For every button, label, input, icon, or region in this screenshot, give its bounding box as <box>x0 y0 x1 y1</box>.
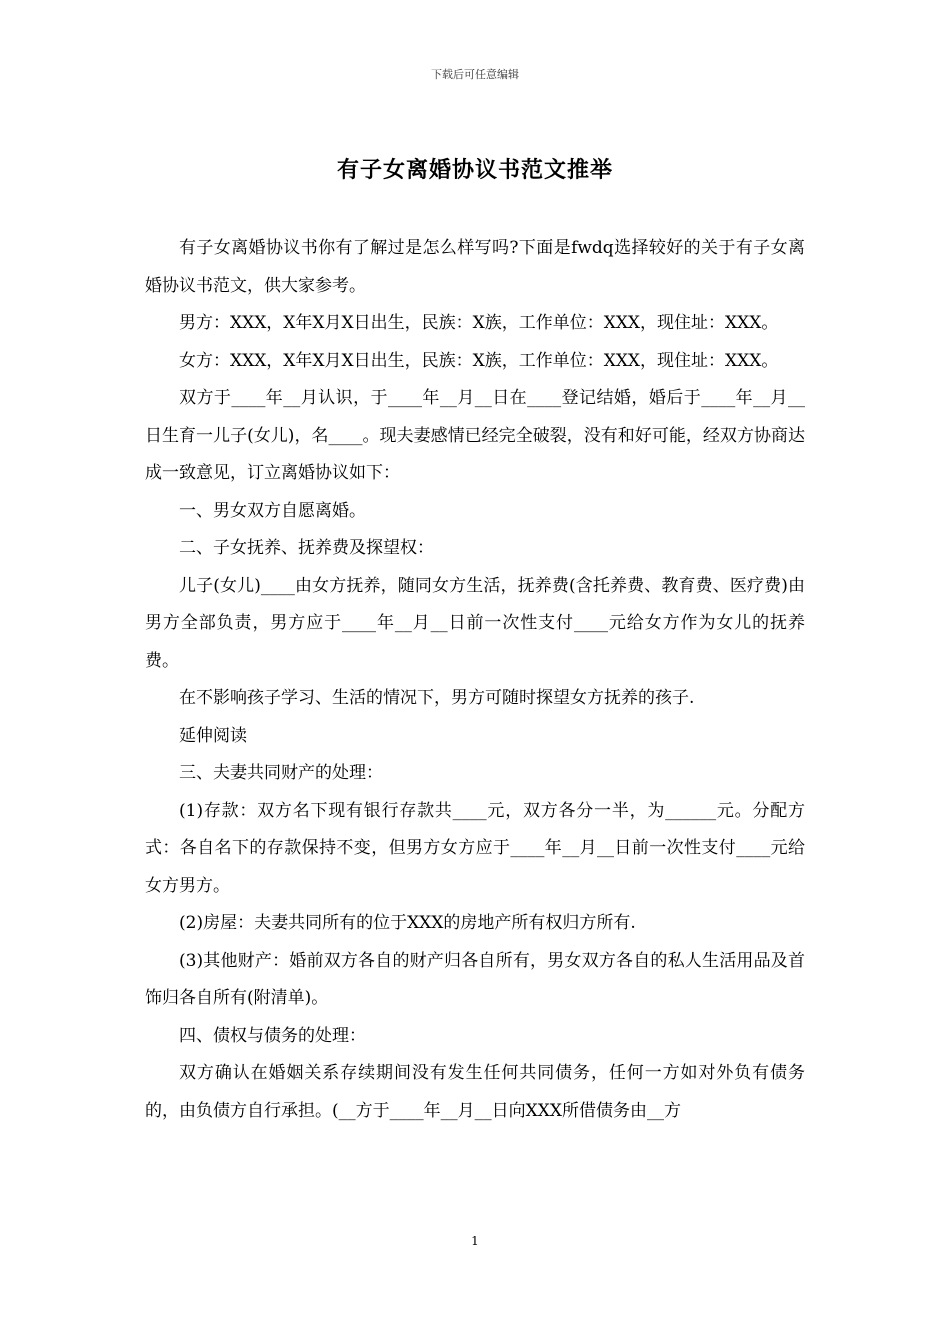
clause-2-heading: 二、子女抚养、抚养费及探望权： <box>179 538 434 558</box>
paragraph-savings: (1)存款：双方名下现有银行存款共____元，双方各分一半，为______元。分配方式：各自名下的存款保持不变，但男方女方应于____年__月__日前一次性支付____元给女方男方。 <box>145 800 805 896</box>
paragraph-wife-info: 女方：XXX，X年X月X日出生，民族：X族，工作单位：XXX，现住址：XXX。 <box>179 350 779 371</box>
paragraph-husband-info: 男方：XXX，X年X月X日出生，民族：X族，工作单位：XXX，现住址：XXX。 <box>179 313 779 333</box>
page-header: 下载后可任意编辑 <box>431 68 519 81</box>
page-number: 1 <box>471 1234 479 1248</box>
paragraph-intro: 有子女离婚协议书你有了解过是怎么样写吗?下面是fwdq选择较好的关于有子女离婚协议书范文，供大家参考。 <box>145 238 805 296</box>
paragraph-child-custody: 儿子(女儿)____由女方抚养，随同女方生活，抚养费(含托养费、教育费、医疗费)由男方全部负责，男方应于____年__月__日前一次性支付____元给女方作为女儿的抚养费。 <box>145 575 805 671</box>
paragraph-marriage-history: 双方于____年__月认识，于____年__月__日在____登记结婚，婚后于____年__月__日生育一儿子(女儿)，名____。现夫妻感情已经完全破裂，没有和好可能，经双方协商达成一致意见，订立离婚协议如下： <box>145 388 805 483</box>
paragraph-visitation: 在不影响孩子学习、生活的情况下，男方可随时探望女方抚养的孩子. <box>179 688 695 708</box>
clause-3-heading: 三、夫妻共同财产的处理： <box>179 763 383 783</box>
document-body <box>145 230 805 1130</box>
paragraph-debts: 双方确认在婚姻关系存续期间没有发生任何共同债务，任何一方如对外负有债务的，由负债方自行承担。(__方于____年__月__日向XXX所借债务由__方 <box>145 1063 805 1121</box>
paragraph-further-reading: 延伸阅读 <box>179 725 247 746</box>
clause-4-heading: 四、债权与债务的处理： <box>179 1025 366 1046</box>
paragraph-other-property: (3)其他财产：婚前双方各自的财产归各自所有，男女双方各自的私人生活用品及首饰归各自所有(附清单)。 <box>145 950 805 1008</box>
clause-1-heading: 一、男女双方自愿离婚。 <box>179 500 366 521</box>
document-title: 有子女离婚协议书范文推举 <box>336 157 613 183</box>
paragraph-house: (2)房屋：夫妻共同所有的位于XXX的房地产所有权归方所有. <box>179 913 636 933</box>
